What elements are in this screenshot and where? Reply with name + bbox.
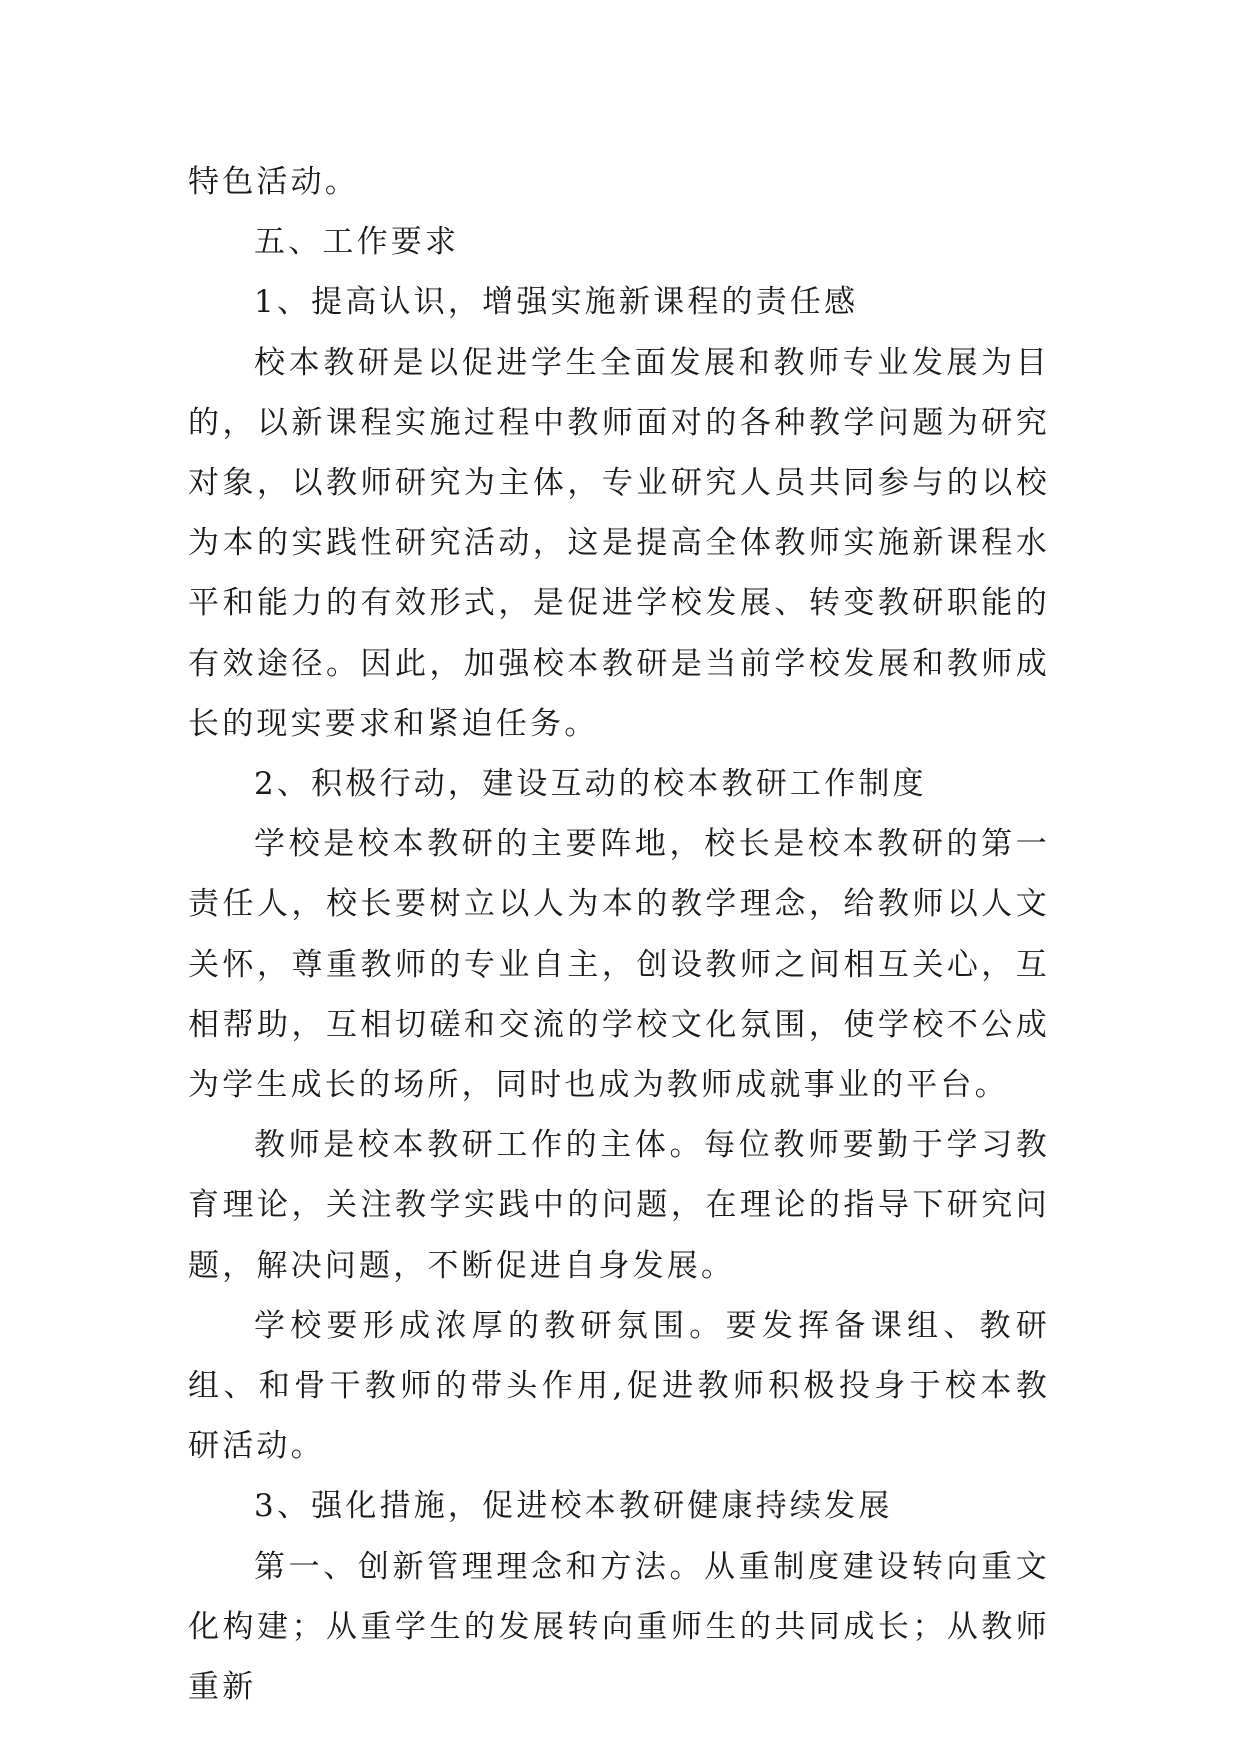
subheading-2: 2、积极行动，建设互动的校本教研工作制度 <box>254 766 927 803</box>
paragraph-continuation: 特色活动。 <box>188 164 359 200</box>
subheading-3: 3、强化措施，促进校本教研健康持续发展 <box>254 1488 893 1525</box>
paragraph-school-based-research: 校本教研是以促进学生全面发展和教师专业发展为目的，以新课程实施过程中教师面对的各种教学问题为研究对象，以教师研究为主体，专业研究人员共同参与的以校为本的实践性研究活动，这是提高全体教师实施新课程水平和能力的有效形式，是促进学校发展、转变教研职能的有效途径。因此，加强校本教研是当前学校发展和教师成长的现实要求和紧迫任务。 <box>188 344 1050 742</box>
section-heading-work-requirements: 五、工作要求 <box>254 224 460 261</box>
paragraph-research-atmosphere: 学校要形成浓厚的教研氛围。要发挥备课组、教研组、和骨干教师的带头作用,促进教师积极投身于校本教研活动。 <box>188 1307 1050 1465</box>
subheading-1: 1、提高认识，增强实施新课程的责任感 <box>254 284 859 321</box>
paragraph-teacher-subject: 教师是校本教研工作的主体。每位教师要勤于学习教育理论，关注教学实践中的问题，在理论的指导下研究问题，解决问题，不断促进自身发展。 <box>188 1127 1050 1284</box>
document-body <box>188 152 1050 1717</box>
paragraph-school-position: 学校是校本教研的主要阵地，校长是校本教研的第一责任人，校长要树立以人为本的教学理念，给教师以人文关怀，尊重教师的专业自主，创设教师之间相互关心，互相帮助，互相切磋和交流的学校文化氛围，使学校不公成为学生成长的场所，同时也成为教师成就事业的平台。 <box>188 826 1050 1104</box>
paragraph-innovation-management: 第一、创新管理理念和方法。从重制度建设转向重文化构建；从重学生的发展转向重师生的共同成长；从教师重新 <box>188 1548 1050 1706</box>
